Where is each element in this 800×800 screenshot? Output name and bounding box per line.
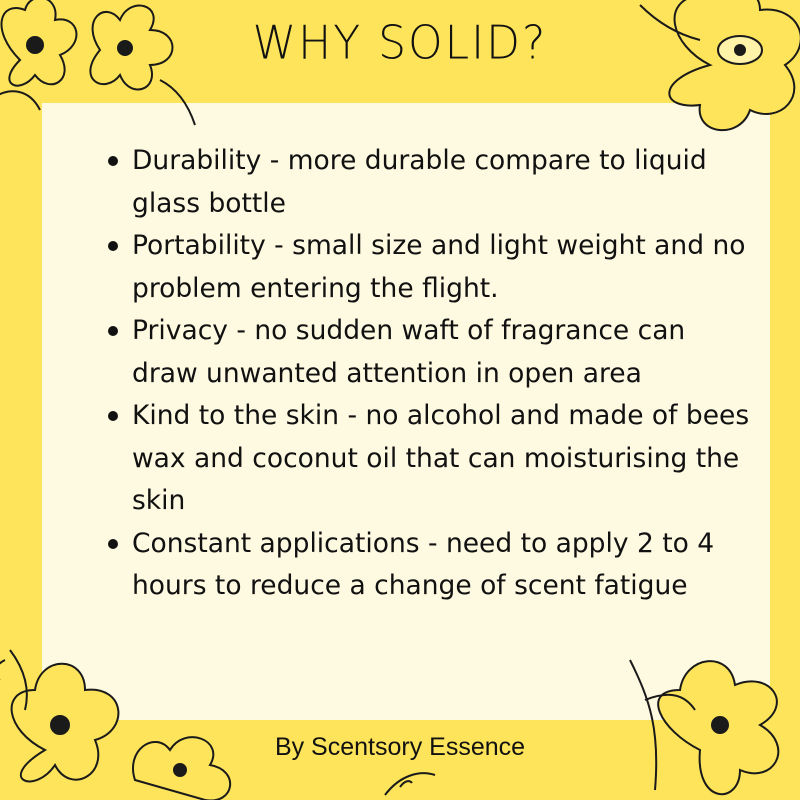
list-item-text: Durability - more durable compare to liquid glass bottle	[132, 145, 707, 219]
list-item-text: Privacy - no sudden waft of fragrance can draw unwanted attention in open area	[132, 315, 686, 389]
flower-icon	[600, 640, 800, 800]
bullet-icon	[108, 241, 118, 251]
list-item	[105, 523, 755, 608]
bullet-icon	[108, 411, 118, 421]
page-title: WHY SOLID?	[252, 16, 548, 71]
bullet-icon	[108, 539, 118, 549]
leaf-icon	[380, 765, 440, 800]
bullet-icon	[108, 156, 118, 166]
list-item	[105, 225, 755, 310]
list-item	[105, 310, 755, 395]
list-item-text: Constant applications - need to apply 2 to 4 hours to reduce a change of scent fatigue	[132, 527, 715, 601]
list-item-text: Kind to the skin - no alcohol and made of bees wax and coconut oil that can moisturising the skin	[132, 400, 750, 516]
list-item	[105, 140, 755, 225]
list-item-text: Portability - small size and light weight and no problem entering the flight.	[132, 230, 746, 304]
list-item	[105, 395, 755, 523]
benefits-list	[105, 140, 755, 608]
flower-icon	[0, 630, 245, 800]
footer-credit: By Scentsory Essence	[274, 733, 526, 761]
bullet-icon	[108, 326, 118, 336]
